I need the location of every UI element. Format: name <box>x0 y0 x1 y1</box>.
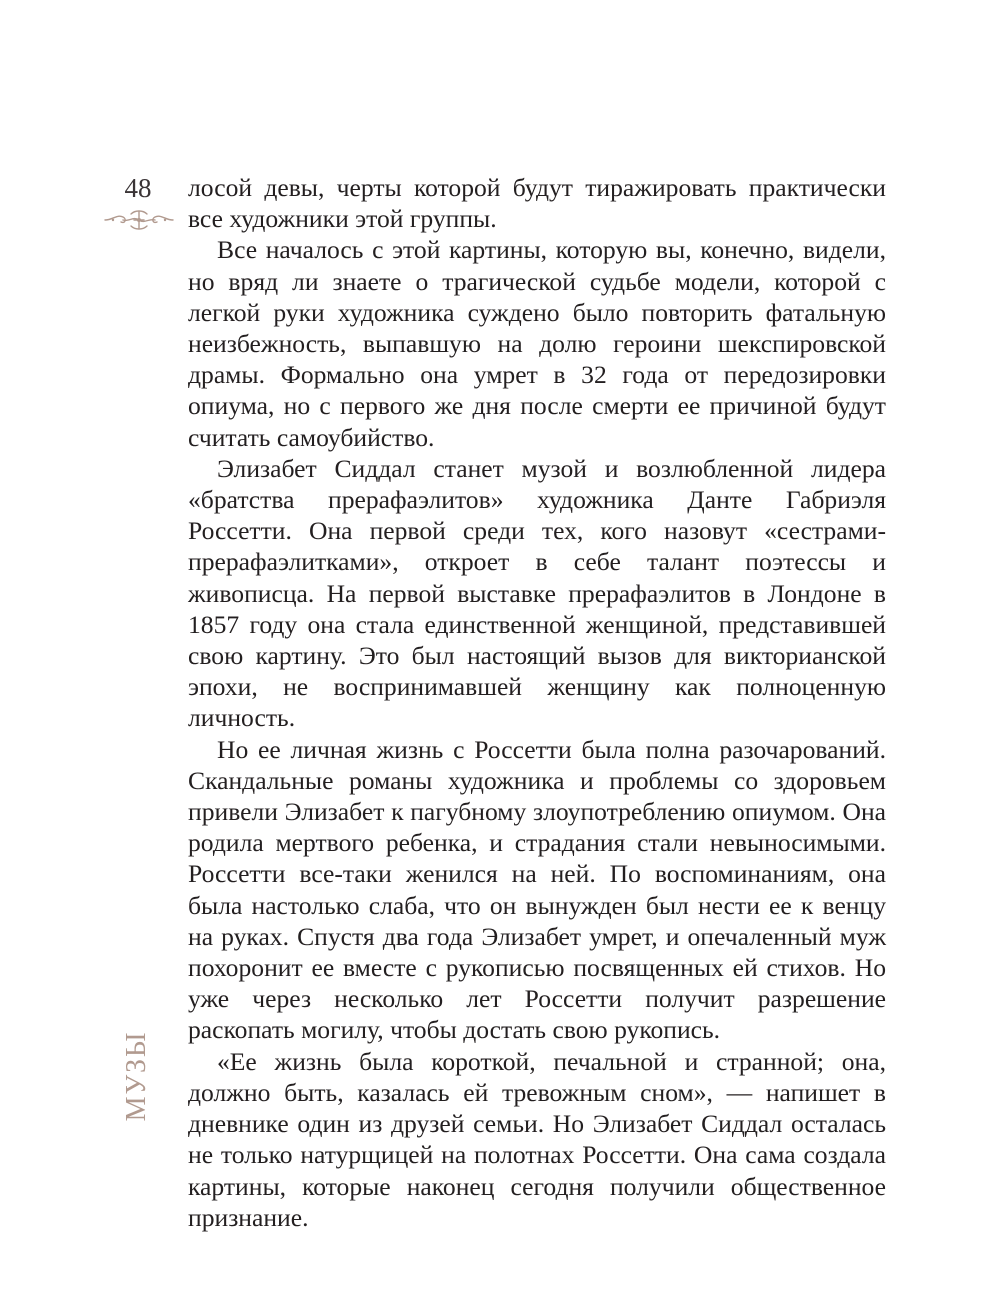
running-title <box>117 1030 157 1122</box>
flourish-ornament-icon <box>103 208 175 232</box>
paragraph-continuation: лосой девы, черты которой будут тиражировать практически все художники этой группы. <box>188 173 886 234</box>
running-title-text: МУЗЫ <box>121 1030 152 1122</box>
page-number: 48 <box>124 173 152 203</box>
paragraph: Но ее личная жизнь с Россетти была полна разочарований. Скандальные романы художника и проблемы со здоровьем привели Элизабет к пагубному злоупотреблению опиумом. Она родила мертвого ребенка, и страдания стали невыносимыми. Россетти все-таки женился на ней. По воспоминаниям, она была настолько слаба, что он вынужден был нести ее к венцу на руках. Спустя два года Элизабет умрет, и опечаленный муж похоронит ее вместе с рукописью посвященных ей стихов. Но уже через несколько лет Россетти получит разрешение раскопать могилу, чтобы достать свою рукопись. <box>188 734 886 1045</box>
paragraph: Все началось с этой картины, которую вы, конечно, видели, но вряд ли знаете о трагической судьбе модели, которой с легкой руки художника суждено было повторить фатальную неизбежность, выпавшую на долю героини шекспировской драмы. Формально она умрет в 32 года от передозировки опиума, но с первого же дня после смерти ее причиной будут считать самоубийство. <box>188 235 886 452</box>
paragraph: Элизабет Сиддал станет музой и возлюбленной лидера «братства прерафаэлитов» художника Данте Габриэля Россетти. Она первой среди тех, кого назовут «сестрами-прерафаэлитками», откроет в себе талант поэтессы и живописца. На первой выставке прерафаэлитов в Лондоне в 1857 году она стала единственной женщиной, представившей свою картину. Это был настоящий вызов для викторианской эпохи, не воспринимавшей женщину как полноценную личность. <box>188 453 886 733</box>
body-text <box>188 172 886 1233</box>
paragraph: «Ее жизнь была короткой, печальной и странной; она, должно быть, казалась ей тревожным сном», — напишет в дневнике один из друзей семьи. Но Элизабет Сиддал осталась не только натурщицей на полотнах Россетти. Она сама создала картины, которые наконец сегодня получили общественное признание. <box>188 1046 886 1232</box>
